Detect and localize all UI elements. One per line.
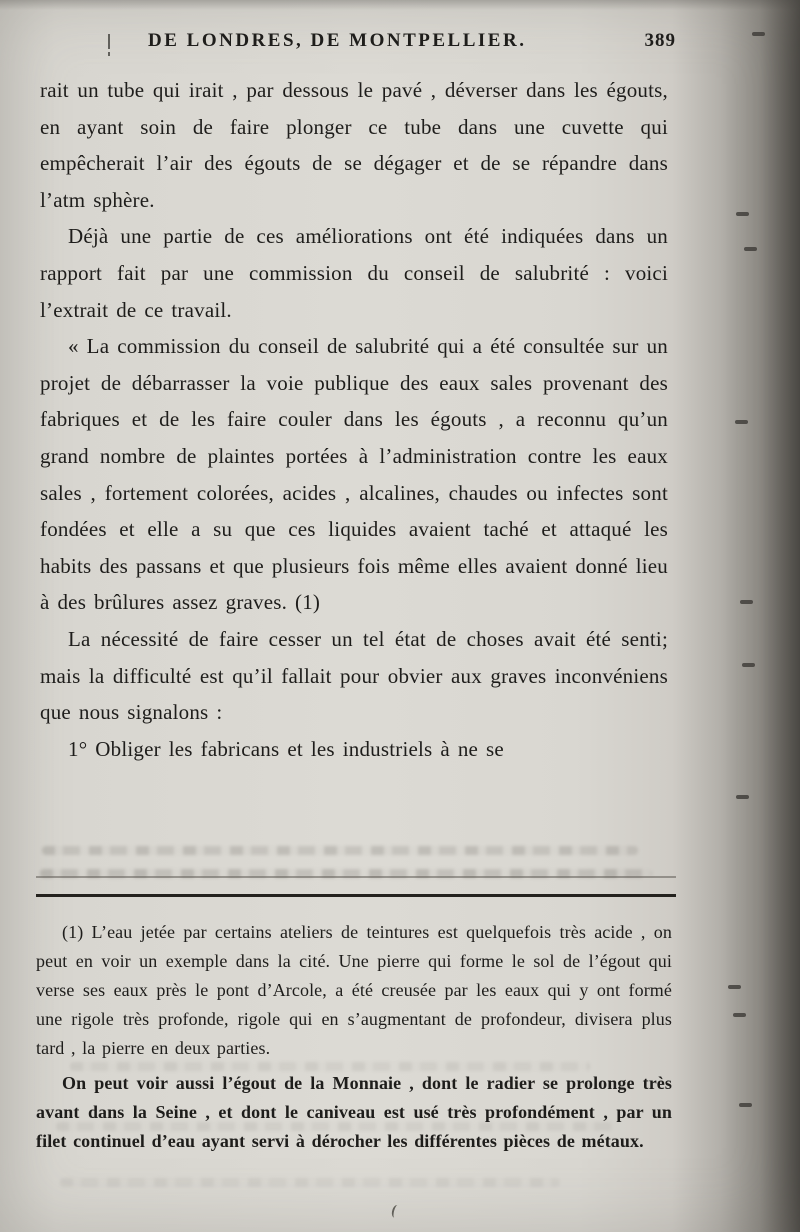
body-paragraph: rait un tube qui irait , par dessous le pavé , déverser dans les égouts, en ayant soin de faire plonger ce tube dans une cuvette qui empêcherait l’air des égouts de se dégager et de se répandre dans l’atm sphère. xyxy=(40,78,668,212)
footnote-separator-ghost xyxy=(36,876,676,878)
page-edge-mark xyxy=(736,212,749,216)
page-edge-mark xyxy=(740,600,753,604)
page-body xyxy=(40,72,668,767)
body-paragraph: 1° Obliger les fabricans et les industriels à ne se xyxy=(68,736,504,761)
page-edge-mark xyxy=(739,1103,752,1107)
page-edge-mark xyxy=(736,795,749,799)
page-edge-mark xyxy=(735,420,748,424)
page-edge-mark xyxy=(742,663,755,667)
footnote-separator xyxy=(36,894,676,897)
body-paragraph: Déjà une partie de ces améliorations ont été indiquées dans un rapport fait par une commission du conseil de salubrité : voici l’extrait de ce travail. xyxy=(40,224,668,322)
page-edge-mark xyxy=(744,247,757,251)
bleedthrough-artifact xyxy=(60,1178,560,1187)
footnotes xyxy=(36,918,672,1156)
body-paragraph: « La commission du conseil de salubrité qui a été consultée sur un projet de débarrasser la voie publique des eaux sales provenant des fabriques et de les faire couler dans les égouts , a reconnu qu’un grand nombre de plaintes portées à l’administration contre les eaux sales , fortement colorées, acides , alcalines, chaudes ou infectes sont fondées et elle a su que ces liquides avaient taché et attaqué les habits des passans et que plusieurs fois même elles avaient donné lieu à des brûlures assez graves. (1) xyxy=(40,334,668,615)
page-edge-mark xyxy=(752,32,765,36)
page-edge-mark xyxy=(733,1013,746,1017)
page-edge-mark xyxy=(728,985,741,989)
body-paragraph: La nécessité de faire cesser un tel état de choses avait été senti; mais la difficulté est qu’il fallait pour obvier aux graves inconvéniens que nous signalons : xyxy=(40,626,668,725)
ink-mark xyxy=(391,1204,402,1219)
footnote-paragraph: (1) L’eau jetée par certains ateliers de teintures est quelquefois très acide , on peut en voir un exemple dans la cité. Une pierre qui forme le sol de l’égout qui verse ses eaux près le pont d’Arcole, a été creusée par les eaux qui y ont formé une rigole très profonde, rigole qui en s’augmentant de profondeur, divisera plus tard , la pierre en deux parties. xyxy=(36,922,672,1058)
bleedthrough-artifact xyxy=(42,846,638,855)
footnote-section xyxy=(36,876,676,1156)
page-number: 389 xyxy=(644,30,676,51)
page-header xyxy=(40,30,676,52)
footnote-paragraph: On peut voir aussi l’égout de la Monnaie , dont le radier se prolonge très avant dans la Seine , et dont le caniveau est usé très profondément , par un filet continuel d’eau ayant servi à dérocher les différentes pièces de métaux. xyxy=(36,1073,672,1151)
running-title: DE LONDRES, DE MONTPELLIER. xyxy=(148,30,527,51)
